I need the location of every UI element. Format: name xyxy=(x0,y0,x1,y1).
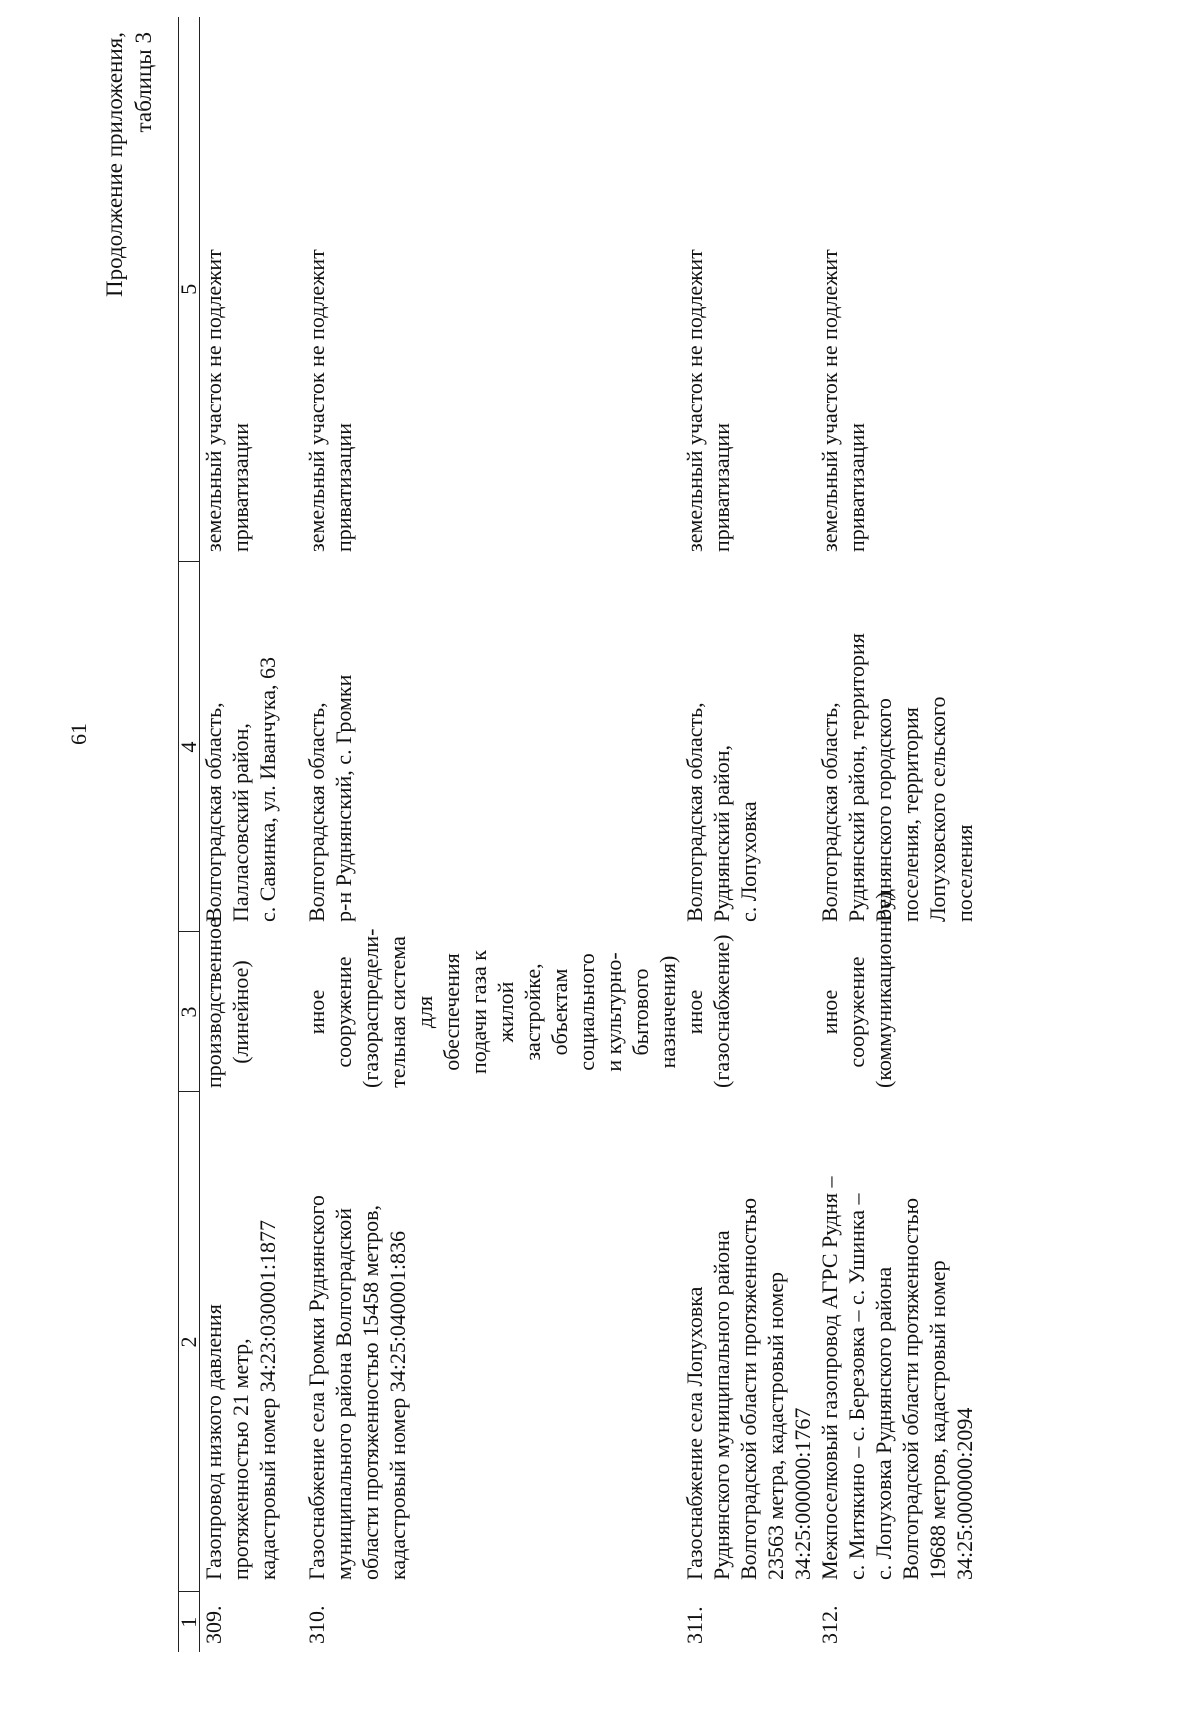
column-header-1: 1 xyxy=(179,1592,200,1652)
object-note: земельный участок не подлежит приватизации xyxy=(304,249,356,552)
object-address: Волгоградская область, р-н Руднянский, с. Громки xyxy=(304,674,356,922)
object-name: Газопровод низкого давления протяженностью 21 метр, кадастровый номер 34:23:030001:1877 xyxy=(201,1219,280,1580)
row-number: 311. xyxy=(682,1606,707,1644)
object-type: иное сооружение (коммуникационное) xyxy=(817,891,896,1088)
object-name: Газоснабжение села Громки Руднянского муниципального района Волгоградской области протяженностью 15458 метров, кадастровый номер 34:25:040001:836 xyxy=(304,1195,410,1580)
column-header-4: 4 xyxy=(179,562,200,932)
table-row xyxy=(200,17,304,1652)
column-header-5: 5 xyxy=(179,17,200,562)
page-number: 61 xyxy=(66,723,91,745)
object-type: производственное (линейное) xyxy=(201,917,253,1088)
object-address: Волгоградская область, Руднянский район, с. Лопуховка xyxy=(682,702,761,922)
property-table xyxy=(178,17,978,1652)
row-number: 312. xyxy=(817,1605,842,1644)
continuation-note: Продолжение приложения, таблицы 3 xyxy=(102,32,156,297)
row-number: 310. xyxy=(304,1605,329,1644)
object-type: иное (газоснабжение) xyxy=(682,934,734,1088)
object-note: земельный участок не подлежит приватизации xyxy=(682,249,734,552)
object-type: иное сооружение (газораспредели- тельная система для обеспечения подачи газа к жилой застройке, объектам социального и культурно- бытового назначения) xyxy=(304,928,680,1088)
column-header-3: 3 xyxy=(179,932,200,1092)
object-address: Волгоградская область, Руднянский район, территория Руднянского городского поселения, территория Лопуховского сельского поселения xyxy=(817,633,977,922)
table-row xyxy=(681,17,816,1652)
object-note: земельный участок не подлежит приватизации xyxy=(817,249,869,552)
object-name: Межпоселковый газопровод АГРС Рудня – с. Митякино – с. Березовка – с. Ушинка – с. Лопуховка Руднянского района Волгоградской области протяженностью 19688 метров, кадастровый номер 34:25:000000:2094 xyxy=(817,1176,977,1580)
object-name: Газоснабжение села Лопуховка Руднянского муниципального района Волгоградской области протяженностью 23563 метра, кадастровый номер 34:25:000000:1767 xyxy=(682,1197,815,1580)
column-header-2: 2 xyxy=(179,1092,200,1592)
table-row xyxy=(816,17,978,1652)
table-header-row xyxy=(179,17,200,1652)
object-address: Волгоградская область, Палласовский район, с. Савинка, ул. Иванчука, 63 xyxy=(201,657,280,922)
row-number: 309. xyxy=(201,1605,226,1644)
object-note: земельный участок не подлежит приватизации xyxy=(201,249,253,552)
table-row xyxy=(303,17,681,1652)
